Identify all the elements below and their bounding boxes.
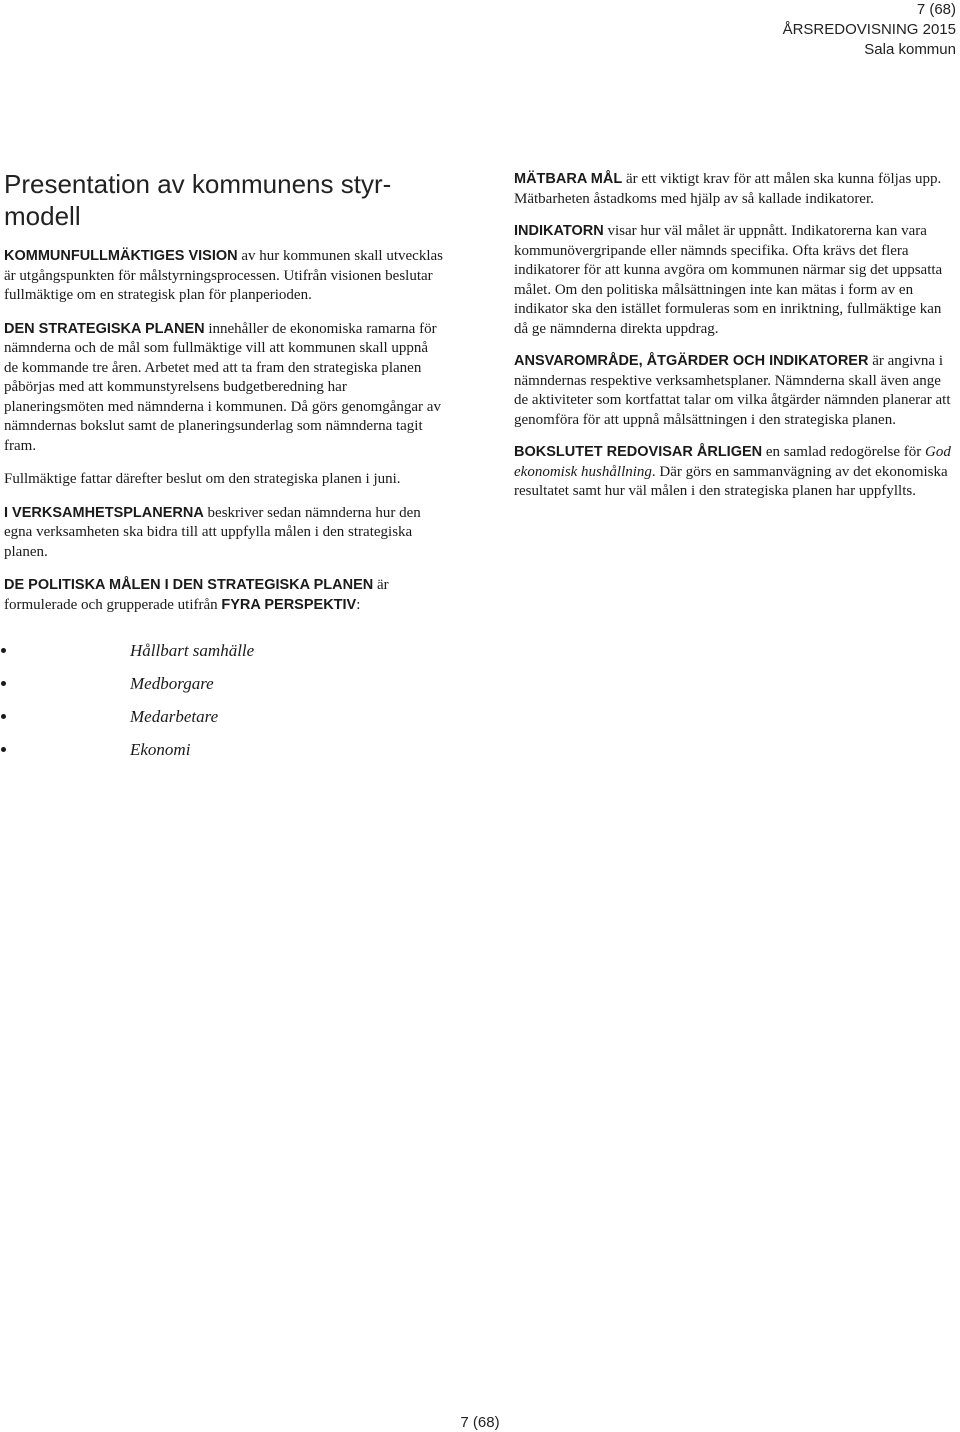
annual-accounts-end: . Där görs en sammanvägning av det ekonomiska resultatet samt hur väl målen i den strategiska planen har uppfyllts. — [514, 463, 948, 499]
measurable-goals-lead: MÄTBARA MÅL — [514, 171, 623, 187]
vision-text: av hur kommunen skall utvecklas är utgångspunkten för målstyrningsprocessen. Utifrån visionen beslutar fullmäktige om en strategisk plan för planperioden. — [4, 248, 443, 303]
strategic-plan-lead: DEN STRATEGISKA PLANEN — [4, 320, 205, 337]
perspective-label: Hållbart samhälle — [130, 641, 255, 660]
perspective-label: Medarbetare — [130, 707, 219, 726]
report-title: ÅRSREDOVISNING 2015 — [782, 21, 956, 38]
responsibility-lead: ANSVAROMRÅDE, ÅTGÄRDER OCH INDIKATORER — [514, 353, 869, 369]
paragraph-political-goals — [4, 576, 444, 615]
vision-lead: KOMMUNFULLMÄKTIGES VISION — [4, 248, 238, 264]
right-column — [514, 170, 956, 502]
operations-plans-text: beskriver sedan nämnderna hur den egna verksamheten ska bidra till att uppfylla målen i den strategiska planen. — [4, 504, 421, 560]
strategic-plan-text: innehåller de ekonomiska ramarna för nämnderna och de mål som fullmäktige vill att kommunen skall uppnå de kommande tre åren. Arbetet med att ta fram den strategiska planen påbörjas med att kommunstyrelsens budgetberedning har planeringsmöten med nämnderna i kommunen. Då görs genomgångar av nämndernas bokslut samt de planeringsunderlag som nämnderna tagit fram. — [4, 320, 441, 454]
perspective-label: Medborgare — [130, 674, 214, 693]
annual-accounts-lead: BOKSLUTET REDOVISAR ÅRLIGEN — [514, 444, 763, 460]
political-goals-text: är formulerade och grupperade utifrån — [4, 577, 389, 613]
bullet-icon — [1, 714, 6, 719]
operations-plans-lead: I VERKSAMHETSPLANERNA — [4, 504, 204, 521]
page-number: 7 (68) — [916, 1, 956, 18]
responsibility-text: är angivna i nämndernas respektive verksamhetsplaner. Nämnderna skall även ange de aktiviteter som kortfattat talar om vilka åtgärder nämnden planerar att genomföra för att uppnå målsättningen i den strategiska planen. — [514, 353, 951, 428]
section-title: Presentation av kommunens styr-modell — [4, 169, 392, 231]
good-economic-management: God ekonomisk hushållning — [514, 444, 951, 480]
political-goals-end: : — [356, 596, 361, 613]
bullet-icon — [1, 747, 6, 752]
measurable-goals-text: är ett viktigt krav för att målen ska kunna följas upp. Mätbarheten åstadkoms med hjälp av så kallade indikatorer. — [514, 171, 942, 207]
municipality-name: Sala kommun — [864, 41, 956, 58]
perspectives-lead: FYRA PERSPEKTIV — [221, 596, 357, 613]
paragraph-strategic-plan — [4, 320, 444, 457]
paragraph-vision — [4, 247, 444, 306]
perspective-label: Ekonomi — [130, 740, 191, 759]
page-header — [783, 0, 956, 60]
paragraph-operations-plans — [4, 504, 444, 563]
paragraph-annual-accounts — [514, 443, 956, 502]
bullet-icon — [1, 681, 6, 686]
bullet-icon — [1, 648, 6, 653]
left-column — [4, 247, 444, 615]
paragraph-decision: Fullmäktige fattar därefter beslut om den strategiska planen i juni. — [4, 471, 401, 487]
paragraph-indicator — [514, 222, 956, 339]
indicator-text: visar hur väl målet är uppnått. Indikatorerna kan vara kommunövergripande eller nämnds specifika. Ofta krävs det flera indikatorer för att kunna avgöra om kommunen närmar sig det uppsatta målet. Om den politiska målsättningen inte kan mätas i form av en indikator ska den istället formuleras som en inriktning, fullmäktige kan då ge nämnderna direkta uppdrag. — [514, 223, 943, 337]
political-goals-lead: DE POLITISKA MÅLEN I DEN STRATEGISKA PLANEN — [4, 577, 374, 593]
page-footer: 7 (68) — [460, 1414, 500, 1431]
paragraph-responsibility — [514, 352, 956, 430]
paragraph-measurable-goals — [514, 170, 956, 209]
indicator-lead: INDIKATORN — [514, 223, 604, 239]
annual-accounts-text: en samlad redogörelse för — [762, 444, 925, 460]
